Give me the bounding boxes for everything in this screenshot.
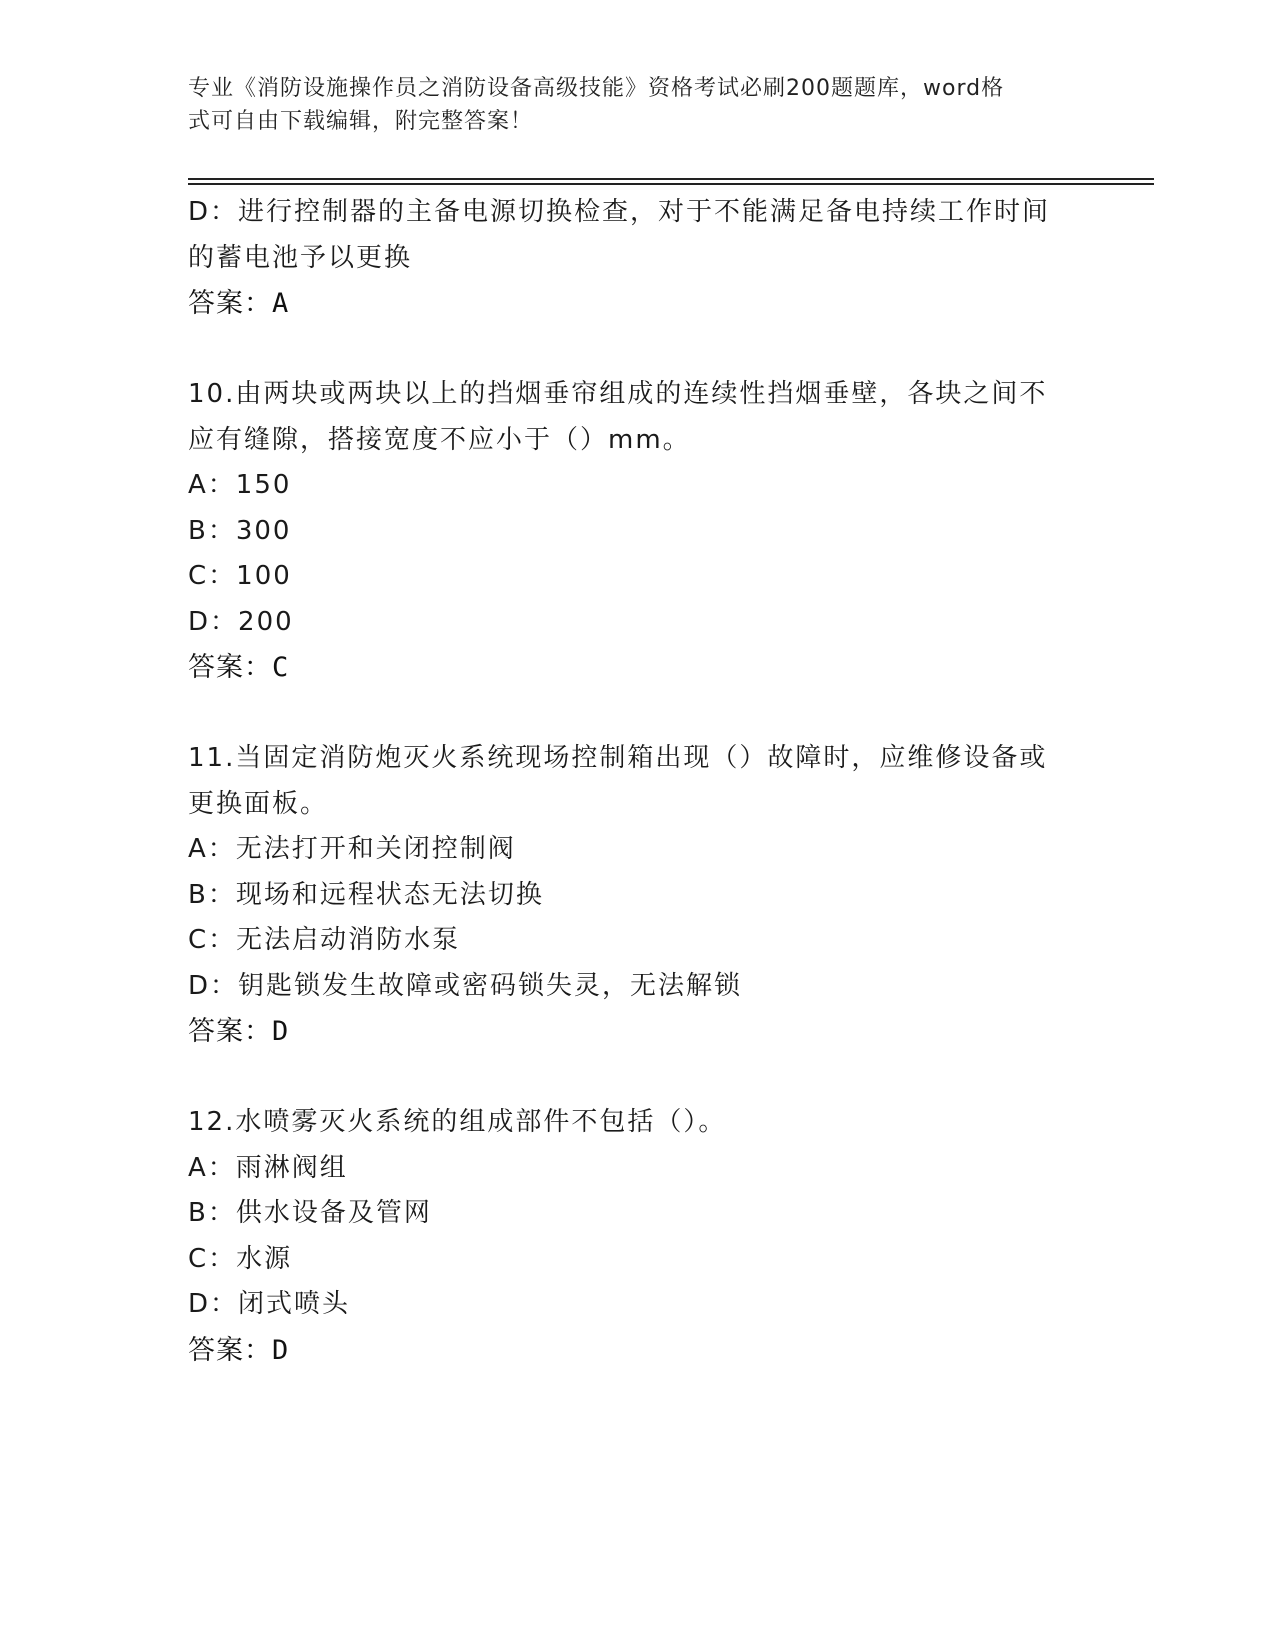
- header-rule-bottom: [188, 183, 1154, 185]
- option-c: C：100: [188, 561, 292, 591]
- header-line-2: 式可自由下载编辑，附完整答案！: [188, 109, 534, 134]
- option-a: A：150: [188, 470, 292, 500]
- question-12: [188, 1100, 1088, 1373]
- header-line-1: 专业《消防设施操作员之消防设备高级技能》资格考试必刷200题题库，word格: [188, 76, 1005, 101]
- answer-label: 答案：: [188, 652, 272, 683]
- question-stem-continued: 更换面板。: [188, 788, 329, 819]
- option-c: C：无法启动消防水泵: [188, 925, 461, 955]
- option-b: B：现场和远程状态无法切换: [188, 879, 544, 910]
- question-stem: 11.当固定消防炮灭火系统现场控制箱出现（）故障时，应维修设备或: [188, 743, 1048, 773]
- header-rule-top: [188, 178, 1154, 180]
- answer-value: D: [272, 1016, 290, 1047]
- answer-value: D: [272, 1334, 290, 1366]
- question-stem-continued: 应有缝隙，搭接宽度不应小于（）mm。: [188, 424, 691, 455]
- question-stem: 10.由两块或两块以上的挡烟垂帘组成的连续性挡烟垂壁，各块之间不: [188, 379, 1048, 409]
- option-b: B：300: [188, 515, 292, 546]
- question-stem: 12.水喷雾灭火系统的组成部件不包括（）。: [188, 1107, 727, 1137]
- option-a: A：雨淋阀组: [188, 1152, 348, 1183]
- question-11: [188, 736, 1088, 1055]
- spacer: [188, 327, 1088, 373]
- answer-line: [188, 281, 1088, 327]
- answer-line: [188, 645, 1088, 691]
- carryover-question: [188, 190, 1088, 327]
- option-d: D：进行控制器的主备电源切换检查，对于不能满足备电持续工作时间: [188, 197, 1051, 227]
- option-d: D：闭式喷头: [188, 1289, 351, 1319]
- spacer: [188, 691, 1088, 737]
- question-10: [188, 372, 1088, 691]
- option-a: A：无法打开和关闭控制阀: [188, 834, 516, 864]
- answer-label: 答案：: [188, 1016, 272, 1047]
- page-header: [188, 72, 1088, 138]
- option-d: D：钥匙锁发生故障或密码锁失灵，无法解锁: [188, 970, 743, 1001]
- answer-line: [188, 1328, 1088, 1374]
- option-d-continued: 的蓄电池予以更换: [188, 242, 413, 273]
- option-b: B：供水设备及管网: [188, 1198, 432, 1228]
- answer-label: 答案：: [188, 288, 272, 319]
- answer-value: A: [272, 288, 290, 319]
- document-body: [188, 190, 1088, 1373]
- answer-value: C: [272, 652, 290, 683]
- spacer: [188, 1055, 1088, 1101]
- answer-label: 答案：: [188, 1334, 272, 1366]
- option-c: C：水源: [188, 1243, 293, 1274]
- option-d: D：200: [188, 606, 294, 637]
- answer-line: [188, 1009, 1088, 1055]
